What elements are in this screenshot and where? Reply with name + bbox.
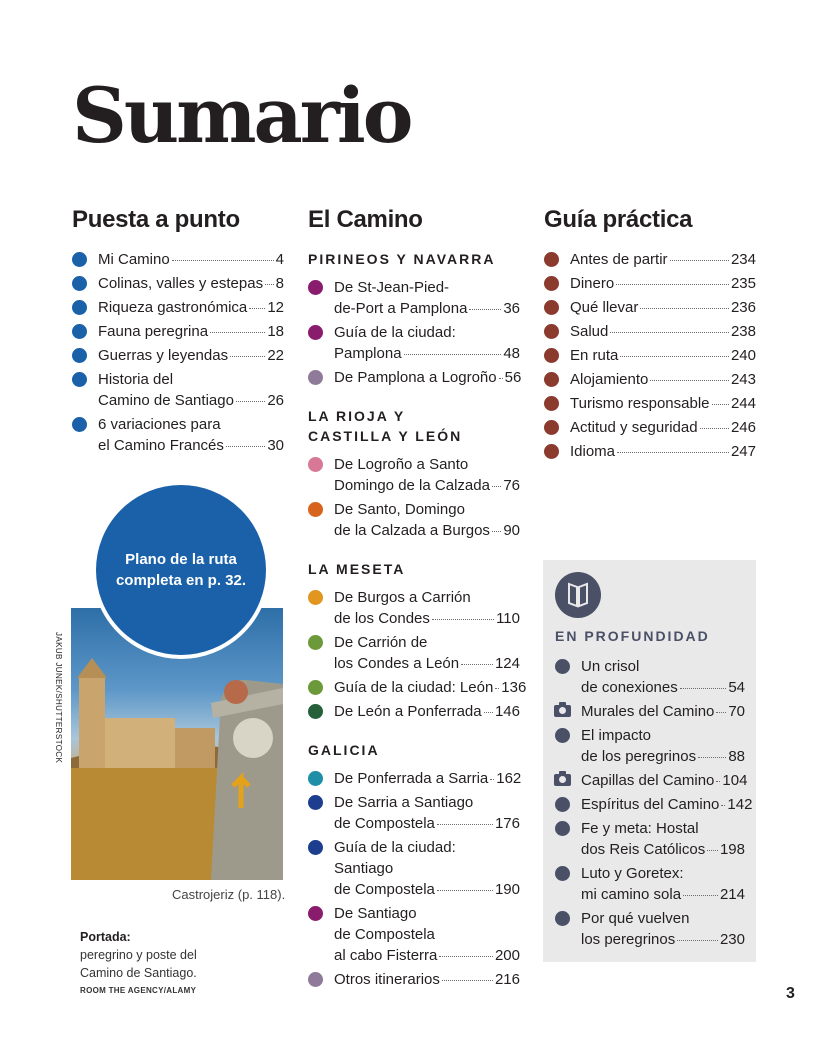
dot-leader: [712, 404, 729, 405]
bullet-dot-icon: [308, 680, 323, 695]
col-el-camino: [308, 205, 527, 993]
cover-label: Portada:: [80, 930, 131, 944]
dot-leader: [492, 531, 501, 532]
dot-leader: [721, 805, 725, 806]
toc-entry[interactable]: [308, 277, 520, 319]
page-ref: 236: [730, 299, 756, 316]
entry-title: Colinas, valles y estepas: [98, 275, 264, 292]
toc-line: [581, 794, 753, 815]
bullet-dot-icon: [555, 911, 570, 926]
camera-icon: [554, 705, 571, 717]
bullet-dot-icon: [308, 906, 323, 921]
toc-line: [334, 879, 520, 900]
entry-title: Luto y Goretex:: [581, 865, 684, 882]
bullet-dot-icon: [72, 252, 87, 267]
toc-line: [334, 924, 520, 945]
toc-entry[interactable]: [308, 499, 520, 541]
toc-line: [334, 653, 520, 674]
box-heading: EN PROFUNDIDAD: [555, 628, 710, 644]
toc-entry[interactable]: [72, 297, 284, 318]
bullet-dot-icon: [72, 300, 87, 315]
entry-title: Pamplona: [334, 345, 402, 362]
region-heading: LA RIOJA Y CASTILLA Y LEÓN: [308, 408, 463, 444]
toc-entry[interactable]: [308, 632, 520, 674]
page-ref: 56: [504, 369, 522, 386]
bullet-dot-icon: [555, 866, 570, 881]
toc-entry[interactable]: [544, 345, 756, 366]
dot-leader: [610, 332, 729, 333]
toc-list: [555, 656, 753, 953]
toc-list: [544, 249, 756, 462]
bullet-dot-icon: [308, 635, 323, 650]
dot-leader: [670, 260, 729, 261]
toc-entry[interactable]: [544, 321, 756, 342]
toc-line: [98, 345, 284, 366]
entry-title: Historia del: [98, 371, 174, 388]
toc-entry[interactable]: [308, 367, 520, 388]
entry-title: 6 variaciones para: [98, 416, 221, 433]
dot-leader: [226, 446, 265, 447]
toc-line: [570, 321, 756, 342]
bullet-dot-icon: [72, 276, 87, 291]
toc-line: [334, 792, 520, 813]
toc-list: [72, 249, 284, 456]
map-callout-text: Plano de la ruta completa en p. 32.: [115, 551, 247, 589]
toc-line: [98, 390, 284, 411]
dot-leader: [404, 354, 502, 355]
entry-title: Turismo responsable: [570, 395, 710, 412]
toc-line: [581, 884, 745, 905]
toc-entry[interactable]: [72, 273, 284, 294]
toc-entry[interactable]: [72, 369, 284, 411]
page-ref: 146: [494, 703, 520, 720]
toc-line: [570, 393, 756, 414]
toc-line: [98, 249, 284, 270]
toc-entry[interactable]: [544, 249, 756, 270]
region-heading: PIRINEOS Y NAVARRA: [308, 251, 496, 267]
bullet-dot-icon: [308, 457, 323, 472]
entry-title: De Ponferrada a Sarria: [334, 770, 489, 787]
toc-line: [98, 414, 284, 435]
entry-title: De Carrión de: [334, 634, 428, 651]
page-ref: 124: [494, 655, 520, 672]
page-ref: 190: [494, 881, 520, 898]
dot-leader: [437, 824, 493, 825]
dot-leader: [249, 308, 265, 309]
toc-line: [570, 249, 756, 270]
entry-title: Alojamiento: [570, 371, 649, 388]
toc-line: [334, 608, 520, 629]
cover-text: Camino de Santiago.: [80, 966, 197, 980]
entry-title: de los peregrinos: [581, 748, 697, 765]
toc-line: [334, 587, 520, 608]
entry-title: los peregrinos: [581, 931, 676, 948]
col-puesta-a-punto: [72, 205, 284, 459]
toc-entry[interactable]: [308, 322, 520, 364]
bullet-dot-icon: [544, 372, 559, 387]
entry-title: Idioma: [570, 443, 616, 460]
toc-entry[interactable]: [555, 770, 748, 791]
dot-leader: [236, 401, 265, 402]
toc-line: [581, 929, 745, 950]
toc-line: [581, 908, 745, 929]
camera-icon: [554, 774, 571, 786]
bullet-dot-icon: [544, 276, 559, 291]
toc-entry[interactable]: [308, 792, 520, 834]
toc-entry[interactable]: [544, 369, 756, 390]
page-ref: 90: [503, 522, 520, 539]
page-ref: 110: [496, 610, 520, 627]
toc-line: [334, 277, 520, 298]
entry-title: Riqueza gastronómica: [98, 299, 248, 316]
bullet-dot-icon: [555, 659, 570, 674]
page-ref: 76: [503, 477, 520, 494]
toc-line: [98, 297, 284, 318]
toc-entry[interactable]: [544, 441, 756, 462]
toc-entry[interactable]: [555, 818, 745, 860]
toc-line: [98, 435, 284, 456]
dot-leader: [439, 956, 493, 957]
toc-line: [334, 969, 520, 990]
entry-title: En ruta: [570, 347, 619, 364]
toc-line: [581, 746, 745, 767]
entry-title: De Sarria a Santiago: [334, 794, 474, 811]
entry-title: los Condes a León: [334, 655, 460, 672]
entry-title: Otros itinerarios: [334, 971, 440, 988]
cover-note: [80, 928, 197, 1000]
page-ref: 247: [730, 443, 756, 460]
toc-line: [334, 343, 520, 364]
dot-leader: [432, 619, 494, 620]
page-ref: 22: [267, 347, 284, 364]
bullet-dot-icon: [308, 771, 323, 786]
bullet-dot-icon: [544, 300, 559, 315]
toc-line: [581, 770, 748, 791]
bullet-dot-icon: [72, 372, 87, 387]
page-ref: 216: [494, 971, 520, 988]
entry-title: de Compostela: [334, 926, 435, 943]
section-heading: Guía práctica: [544, 206, 693, 233]
page-ref: 214: [719, 886, 745, 903]
toc-line: [581, 839, 745, 860]
entry-title: el Camino Francés: [98, 437, 224, 454]
toc-entry[interactable]: [72, 345, 284, 366]
dot-leader: [716, 712, 726, 713]
dot-leader: [683, 895, 718, 896]
toc-entry[interactable]: [555, 794, 753, 815]
bullet-dot-icon: [544, 324, 559, 339]
entry-title: Guerras y leyendas: [98, 347, 229, 364]
toc-line: [334, 768, 520, 789]
toc-line: [570, 345, 756, 366]
dot-leader: [650, 380, 729, 381]
page-ref: 142: [727, 796, 753, 813]
toc-entry[interactable]: [72, 321, 284, 342]
col-guia-practica: [544, 205, 756, 465]
entry-title: De St-Jean-Pied-: [334, 279, 450, 296]
dot-leader: [707, 850, 718, 851]
entry-title: Qué llevar: [570, 299, 639, 316]
toc-entry[interactable]: [308, 587, 520, 629]
entry-title: De Santo, Domingo: [334, 501, 465, 518]
bullet-dot-icon: [308, 704, 323, 719]
entry-title: dos Reis Católicos: [581, 841, 706, 858]
page-ref: 176: [494, 815, 520, 832]
dot-leader: [265, 284, 274, 285]
bullet-dot-icon: [544, 252, 559, 267]
bullet-dot-icon: [72, 324, 87, 339]
bullet-dot-icon: [555, 728, 570, 743]
toc-line: [334, 520, 520, 541]
page-number: 3: [786, 985, 795, 1002]
toc-line: [334, 813, 520, 834]
toc-line: [334, 322, 520, 343]
toc-line: [334, 475, 520, 496]
map-callout[interactable]: [92, 481, 270, 659]
bullet-dot-icon: [308, 795, 323, 810]
toc-entry[interactable]: [308, 903, 520, 966]
entry-title: Mi Camino: [98, 251, 170, 268]
toc-entry[interactable]: [555, 701, 745, 722]
toc-line: [98, 369, 284, 390]
toc-entry[interactable]: [555, 908, 745, 950]
bullet-dot-icon: [308, 590, 323, 605]
page-ref: 8: [275, 275, 284, 292]
entry-title: Fe y meta: Hostal: [581, 820, 699, 837]
cover-text: peregrino y poste del: [80, 948, 197, 962]
page-ref: 30: [267, 437, 284, 454]
toc-entry[interactable]: [544, 393, 756, 414]
entry-title: Guía de la ciudad:: [334, 324, 456, 341]
cover-credit: ROOM THE AGENCY/ALAMY: [80, 986, 197, 995]
page-ref: 234: [730, 251, 756, 268]
toc-line: [334, 701, 520, 722]
bullet-dot-icon: [544, 348, 559, 363]
entry-title: mi camino sola: [581, 886, 682, 903]
toc-line: [334, 454, 520, 475]
entry-title: De Santiago: [334, 905, 417, 922]
entry-title: De León a Ponferrada: [334, 703, 482, 720]
dot-leader: [677, 940, 718, 941]
dot-leader: [680, 688, 727, 689]
toc-entry[interactable]: [308, 701, 520, 722]
dot-leader: [484, 712, 493, 713]
dot-leader: [461, 664, 493, 665]
page-ref: 200: [494, 947, 520, 964]
toc-line: [581, 701, 745, 722]
entry-title: Domingo de la Calzada: [334, 477, 490, 494]
entry-title: Guía de la ciudad: León: [334, 679, 494, 696]
photo-credit: JAKUB JUNEK/SHUTTERSTOCK: [54, 632, 63, 764]
entry-title: Antes de partir: [570, 251, 668, 268]
entry-title: De Logroño a Santo: [334, 456, 469, 473]
bullet-dot-icon: [72, 348, 87, 363]
toc-list: [308, 249, 527, 990]
toc-entry[interactable]: [555, 725, 745, 767]
toc-line: [570, 417, 756, 438]
toc-entry[interactable]: [308, 969, 520, 990]
entry-title: al cabo Fisterra: [334, 947, 438, 964]
entry-title: Un crisol: [581, 658, 640, 675]
dot-leader: [620, 356, 729, 357]
dot-leader: [490, 779, 494, 780]
page-ref: 240: [730, 347, 756, 364]
entry-title: El impacto: [581, 727, 652, 744]
entry-title: Capillas del Camino: [581, 772, 715, 789]
entry-title: de conexiones: [581, 679, 678, 696]
dot-leader: [698, 757, 726, 758]
entry-title: de Compostela: [334, 881, 435, 898]
bullet-dot-icon: [308, 972, 323, 987]
entry-title: Actitud y seguridad: [570, 419, 698, 436]
toc-line: [334, 903, 520, 924]
section-heading: El Camino: [308, 206, 423, 233]
entry-title: De Burgos a Carrión: [334, 589, 471, 606]
page-ref: 244: [730, 395, 756, 412]
en-profundidad-box: [543, 560, 756, 962]
entry-title: Dinero: [570, 275, 615, 292]
photo-caption: Castrojeriz (p. 118).: [172, 887, 286, 902]
page-ref: 48: [503, 345, 520, 362]
toc-line: [98, 321, 284, 342]
bullet-dot-icon: [555, 821, 570, 836]
dot-leader: [499, 378, 503, 379]
bullet-dot-icon: [544, 396, 559, 411]
bullet-dot-icon: [308, 325, 323, 340]
page-ref: 36: [503, 300, 520, 317]
section-heading: Puesta a punto: [72, 206, 240, 233]
bullet-dot-icon: [555, 797, 570, 812]
toc-entry[interactable]: [308, 454, 520, 496]
entry-title: Santiago: [334, 860, 394, 877]
page-title: Sumario: [72, 71, 411, 160]
entry-title: Camino de Santiago: [98, 392, 234, 409]
toc-entry[interactable]: [544, 417, 756, 438]
dot-leader: [442, 980, 493, 981]
region-heading: LA MESETA: [308, 561, 406, 577]
region-heading: GALICIA: [308, 742, 380, 758]
bullet-dot-icon: [544, 420, 559, 435]
bullet-dot-icon: [308, 280, 323, 295]
toc-line: [581, 656, 745, 677]
dot-leader: [172, 260, 274, 261]
toc-line: [334, 677, 527, 698]
bullet-dot-icon: [308, 840, 323, 855]
toc-line: [334, 298, 520, 319]
toc-entry[interactable]: [544, 273, 756, 294]
entry-title: Guía de la ciudad:: [334, 839, 456, 856]
entry-title: de los Condes: [334, 610, 430, 627]
page-ref: 162: [496, 770, 522, 787]
toc-line: [570, 297, 756, 318]
toc-entry[interactable]: [555, 863, 745, 905]
toc-entry[interactable]: [555, 656, 745, 698]
bullet-dot-icon: [308, 370, 323, 385]
toc-line: [334, 945, 520, 966]
page-ref: 54: [728, 679, 745, 696]
dot-leader: [617, 452, 729, 453]
entry-title: De Pamplona a Logroño: [334, 369, 497, 386]
toc-line: [334, 632, 520, 653]
page-ref: 230: [719, 931, 745, 948]
page-ref: 235: [730, 275, 756, 292]
toc-line: [581, 725, 745, 746]
toc-line: [570, 273, 756, 294]
toc-entry[interactable]: [308, 837, 520, 900]
toc-line: [98, 273, 284, 294]
page-ref: 12: [267, 299, 284, 316]
dot-leader: [495, 688, 499, 689]
page-ref: 198: [719, 841, 745, 858]
entry-title: Por qué vuelven: [581, 910, 690, 927]
page-ref: 70: [728, 703, 745, 720]
page-ref: 246: [730, 419, 756, 436]
page-ref: 4: [275, 251, 284, 268]
page-ref: 136: [501, 679, 527, 696]
page-ref: 26: [267, 392, 284, 409]
entry-title: de-Port a Pamplona: [334, 300, 468, 317]
toc-line: [334, 499, 520, 520]
toc-line: [570, 369, 756, 390]
dot-leader: [640, 308, 729, 309]
dot-leader: [616, 284, 729, 285]
entry-title: Murales del Camino: [581, 703, 715, 720]
page-ref: 18: [267, 323, 284, 340]
book-icon: [555, 572, 601, 618]
entry-title: Salud: [570, 323, 609, 340]
page-ref: 88: [728, 748, 745, 765]
toc-line: [581, 863, 745, 884]
dot-leader: [437, 890, 493, 891]
dot-leader: [469, 309, 501, 310]
bullet-dot-icon: [308, 502, 323, 517]
toc-entry[interactable]: [72, 414, 284, 456]
entry-title: Espíritus del Camino: [581, 796, 720, 813]
toc-line: [334, 837, 520, 858]
page-ref: 238: [730, 323, 756, 340]
toc-entry[interactable]: [72, 249, 284, 270]
entry-title: de la Calzada a Burgos: [334, 522, 490, 539]
toc-entry[interactable]: [308, 768, 520, 789]
dot-leader: [700, 428, 729, 429]
toc-line: [570, 441, 756, 462]
bullet-dot-icon: [544, 444, 559, 459]
toc-line: [581, 677, 745, 698]
entry-title: de Compostela: [334, 815, 435, 832]
dot-leader: [210, 332, 265, 333]
entry-title: Fauna peregrina: [98, 323, 209, 340]
dot-leader: [230, 356, 265, 357]
toc-entry[interactable]: [544, 297, 756, 318]
toc-line: [581, 818, 745, 839]
toc-line: [334, 367, 520, 388]
page-ref: 243: [730, 371, 756, 388]
dot-leader: [492, 486, 501, 487]
toc-entry[interactable]: [308, 677, 527, 698]
page-ref: 104: [722, 772, 748, 789]
bullet-dot-icon: [72, 417, 87, 432]
dot-leader: [716, 781, 720, 782]
toc-line: [334, 858, 520, 879]
